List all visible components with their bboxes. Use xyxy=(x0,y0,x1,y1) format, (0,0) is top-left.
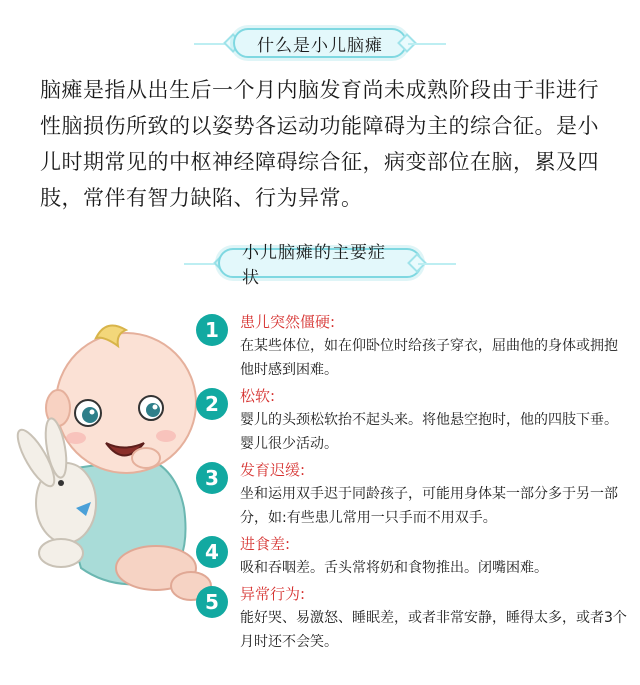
number-badge: 2 xyxy=(196,388,228,420)
symptom-title: 进食差: xyxy=(240,535,291,553)
symptom-title: 松软: xyxy=(240,387,276,405)
symptom-item xyxy=(196,582,628,654)
intro-paragraph: 脑瘫是指从出生后一个月内脑发育尚未成熟阶段由于非进行性脑损伤所致的以姿势各运动功能障碍为主的综合征。是小儿时期常见的中枢神经障碍综合征，病变部位在脑，累及四肢，常伴有智力缺陷、行为异常。 xyxy=(40,78,599,210)
symptom-description: 吸和吞咽差。舌头常将奶和食物推出。闭嘴困难。 xyxy=(240,560,548,576)
symptom-title: 发育迟缓: xyxy=(240,461,306,479)
banner-line-right xyxy=(418,263,456,265)
symptom-item xyxy=(196,384,628,456)
symptom-description: 婴儿的头颈松软抬不起头来。将他悬空抱时，他的四肢下垂。婴儿很少活动。 xyxy=(240,412,618,452)
baby-with-bunny-illustration xyxy=(6,318,226,608)
symptom-item xyxy=(196,310,628,382)
section-title: 什么是小儿脑瘫 xyxy=(257,35,383,56)
section-banner-symptoms xyxy=(218,243,422,288)
symptom-description: 坐和运用双手迟于同龄孩子，可能用身体某一部分多于另一部分，如:有些患儿常用一只手而不用双手。 xyxy=(240,486,618,526)
symptom-item xyxy=(196,532,628,580)
banner-pill xyxy=(218,243,422,288)
number-badge: 1 xyxy=(196,314,228,346)
symptom-description: 在某些体位，如在仰卧位时给孩子穿衣，屈曲他的身体或拥抱他时感到困难。 xyxy=(240,338,618,378)
symptom-title: 患儿突然僵硬: xyxy=(240,313,336,331)
section-banner-what-is xyxy=(228,24,412,62)
banner-line-right xyxy=(408,43,446,45)
symptom-title: 异常行为: xyxy=(240,585,306,603)
symptom-item xyxy=(196,458,628,530)
section-title: 小儿脑瘫的主要症状 xyxy=(242,243,386,288)
number-badge: 3 xyxy=(196,462,228,494)
banner-pill xyxy=(233,28,407,58)
symptom-description: 能好哭、易激怒、睡眠差，或者非常安静，睡得太多，或者3个月时还不会笑。 xyxy=(240,610,627,650)
number-badge: 5 xyxy=(196,586,228,618)
number-badge: 4 xyxy=(196,536,228,568)
symptom-list xyxy=(196,310,628,654)
